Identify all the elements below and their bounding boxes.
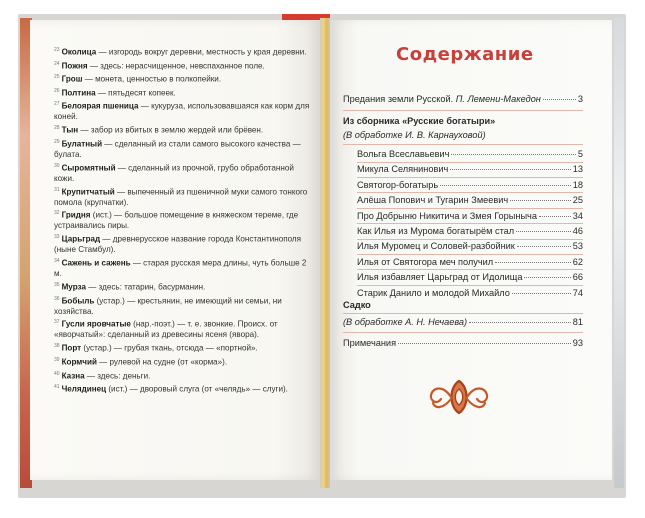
glossary-term: Казна [61, 371, 85, 381]
glossary-definition: (ист.) — дворовый слуга (от «челядь» — слуги). [106, 384, 288, 394]
glossary-definition: (нар.-поэт.) — т. е. звонкие. Происх. от «яворчатый»: сделанный из древесины ясеня (явора). [54, 320, 278, 340]
toc-entry-title: Илья избавляет Царьград от Идолища [357, 272, 523, 283]
toc-section2-title: Садко [343, 300, 371, 310]
toc-section2-page: 81 [572, 317, 583, 327]
glossary-term: Сажень и сажень [61, 258, 131, 268]
glossary-number: 34 [54, 258, 60, 265]
glossary-number: 36 [54, 295, 60, 302]
toc-section1-note: (В обработке И. В. Карнауховой) [343, 130, 486, 140]
toc-entry [357, 211, 583, 221]
toc-entry-page: 13 [572, 164, 583, 175]
glossary-item [54, 185, 316, 208]
glossary-definition: (ист.) — большое помещение в княжеском тереме, где устраивались пиры. [54, 211, 299, 231]
glossary-number: 27 [54, 101, 60, 108]
toc-entry-page: 62 [572, 256, 583, 267]
toc-entry-page: 5 [577, 149, 583, 159]
toc-entry-title: Илья Муромец и Соловей-разбойник [357, 241, 515, 252]
toc-section2-row [343, 317, 583, 327]
toc-divider [357, 162, 583, 163]
glossary-number: 29 [54, 138, 60, 145]
glossary-list [54, 45, 316, 396]
toc-entry-title: Микула Селянинович [357, 164, 449, 175]
toc-intro [343, 94, 583, 104]
book-spine [320, 18, 330, 488]
cover-edge-right [614, 18, 624, 488]
toc-entry [357, 195, 583, 205]
toc-divider [357, 269, 583, 270]
toc-entry-page: 46 [572, 226, 583, 236]
glossary-item [54, 382, 316, 395]
glossary-term: Царьград [61, 234, 101, 244]
toc-divider [343, 110, 583, 111]
toc-entry-page: 74 [572, 287, 583, 298]
ornament-icon [427, 377, 491, 417]
glossary-term: Челядинец [61, 384, 107, 394]
glossary-definition: — выпеченный из пшеничной муки самого тонкого помола (крупчатки). [54, 187, 308, 207]
glossary-item [54, 317, 316, 340]
toc-entry [357, 288, 583, 298]
glossary-definition: — изгородь вокруг деревни, местность у края деревни. [96, 47, 307, 57]
toc-entry-title: Илья от Святогора меч получил [357, 256, 494, 267]
glossary-term: Гусли яровчатые [61, 320, 131, 330]
glossary-item [54, 208, 316, 231]
glossary-number: 39 [54, 356, 60, 363]
toc-intro-title: Предания земли Русской. [343, 94, 454, 104]
glossary-term: Мурза [61, 282, 86, 292]
glossary-definition: — монета, ценностью в полкопейки. [82, 74, 222, 84]
glossary-term: Гридня [61, 211, 91, 221]
toc-notes-row [343, 338, 583, 348]
toc-entry [357, 149, 583, 159]
toc-entry [357, 164, 583, 174]
glossary-term: Порт [61, 344, 82, 354]
toc-divider [343, 144, 583, 145]
glossary-number: 24 [54, 60, 60, 67]
toc-entry-title: Святогор-богатырь [357, 179, 439, 190]
glossary-item [54, 280, 316, 293]
toc-entry [357, 257, 583, 267]
toc-entry-title: Вольга Всеславьевич [357, 149, 450, 159]
glossary-number: 41 [54, 384, 60, 391]
toc-entry [357, 226, 583, 236]
glossary-item [54, 232, 316, 255]
toc-notes-title: Примечания [343, 338, 397, 348]
glossary-term: Сыромятный [61, 163, 116, 173]
glossary-number: 37 [54, 319, 60, 326]
toc-entry-title: Про Добрыню Никитича и Змея Горыныча [357, 210, 537, 221]
glossary-item [54, 123, 316, 136]
glossary-number: 40 [54, 370, 60, 377]
glossary-definition: — рулевой на судне (от «корма»). [96, 357, 228, 367]
toc-entry [357, 272, 583, 282]
glossary-definition: — кукуруза, использовавшаяся как корм для коней. [54, 102, 310, 122]
toc-divider [357, 239, 583, 240]
glossary-number: 28 [54, 125, 60, 132]
glossary-number: 38 [54, 343, 60, 350]
glossary-term: Околица [61, 47, 97, 57]
toc-divider [357, 254, 583, 255]
glossary-term: Крупитчатый [61, 187, 115, 197]
glossary-number: 26 [54, 87, 60, 94]
glossary-term: Тын [61, 125, 79, 135]
glossary-number: 30 [54, 162, 60, 169]
toc-divider [357, 192, 583, 193]
toc-entry [357, 180, 583, 190]
glossary-item [54, 341, 316, 354]
glossary-item [54, 161, 316, 184]
glossary-term: Булатный [61, 139, 103, 149]
glossary-definition: (устар.) — грубая ткань, отсюда — «портной». [81, 344, 258, 354]
glossary-item [54, 137, 316, 160]
toc-section2-note: (В обработке А. Н. Нечаева) [343, 317, 468, 327]
glossary-definition: — здесь: татарин, басурманин. [85, 282, 206, 292]
glossary-item [54, 369, 316, 382]
glossary-term: Бобыль [61, 296, 95, 306]
glossary-item [54, 294, 316, 317]
toc-intro-author: П. Лемени-Македон [455, 94, 541, 104]
glossary-number: 32 [54, 210, 60, 217]
glossary-number: 33 [54, 234, 60, 241]
toc-entry [357, 241, 583, 251]
glossary-term: Белоярая пшеница [61, 102, 139, 111]
glossary-term: Кормчий [61, 357, 97, 367]
toc-entry-title: Алёша Попович и Тугарин Змеевич [357, 195, 509, 206]
toc-divider [357, 208, 583, 209]
toc-entry-title: Как Илья из Мурома богатырём стал [357, 226, 515, 236]
glossary-item [54, 99, 316, 122]
glossary-item [54, 86, 316, 99]
toc-divider [357, 285, 583, 286]
glossary-item [54, 355, 316, 368]
toc-entry-title: Старик Данило и молодой Михайло [357, 287, 510, 298]
toc-intro-page: 3 [577, 94, 583, 104]
glossary-number: 35 [54, 282, 60, 289]
glossary-item [54, 72, 316, 85]
glossary-definition: — древнерусское название города Константинополя (ныне Стамбул). [54, 234, 302, 255]
glossary-definition: (устар.) — крестьянин, не имеющий ни семьи, ни хозяйства. [54, 296, 282, 316]
toc-divider [343, 313, 583, 314]
glossary-number: 23 [54, 47, 60, 53]
glossary-term: Пожня [61, 61, 88, 71]
toc-divider [357, 223, 583, 224]
glossary-definition: — здесь: нерасчищенное, невспаханное поле. [87, 61, 265, 71]
glossary-item [54, 59, 316, 72]
glossary-definition: — старая русская мера длины, чуть больше 2 м. [54, 258, 307, 279]
toc-entry-page: 66 [572, 272, 583, 283]
glossary-item [54, 45, 316, 58]
toc-entry-page: 34 [572, 210, 583, 221]
glossary-definition: — сделанный из стали самого высокого качества — булата. [54, 139, 301, 159]
glossary-term: Грош [61, 74, 83, 84]
toc-section1-title: Из сборника «Русские богатыри» [343, 116, 496, 126]
toc-divider [343, 332, 583, 333]
toc-entry-page: 25 [572, 195, 583, 206]
glossary-definition: — пятьдесят копеек. [95, 88, 176, 98]
toc-divider [357, 177, 583, 178]
glossary-definition: — забор из вбитых в землю жердей или брёвен. [78, 125, 264, 135]
glossary-number: 25 [54, 74, 60, 81]
toc-entry-page: 53 [572, 241, 583, 252]
glossary-term: Полтина [61, 88, 96, 98]
glossary-number: 31 [54, 186, 60, 193]
toc-entry-page: 18 [572, 179, 583, 190]
toc-title: Содержание [396, 44, 534, 65]
glossary-definition: — здесь: деньги. [84, 371, 151, 381]
toc-notes-page: 93 [572, 338, 583, 348]
glossary-definition: — сделанный из прочной, грубо обработанной кожи. [54, 163, 294, 183]
glossary-item [54, 256, 316, 279]
